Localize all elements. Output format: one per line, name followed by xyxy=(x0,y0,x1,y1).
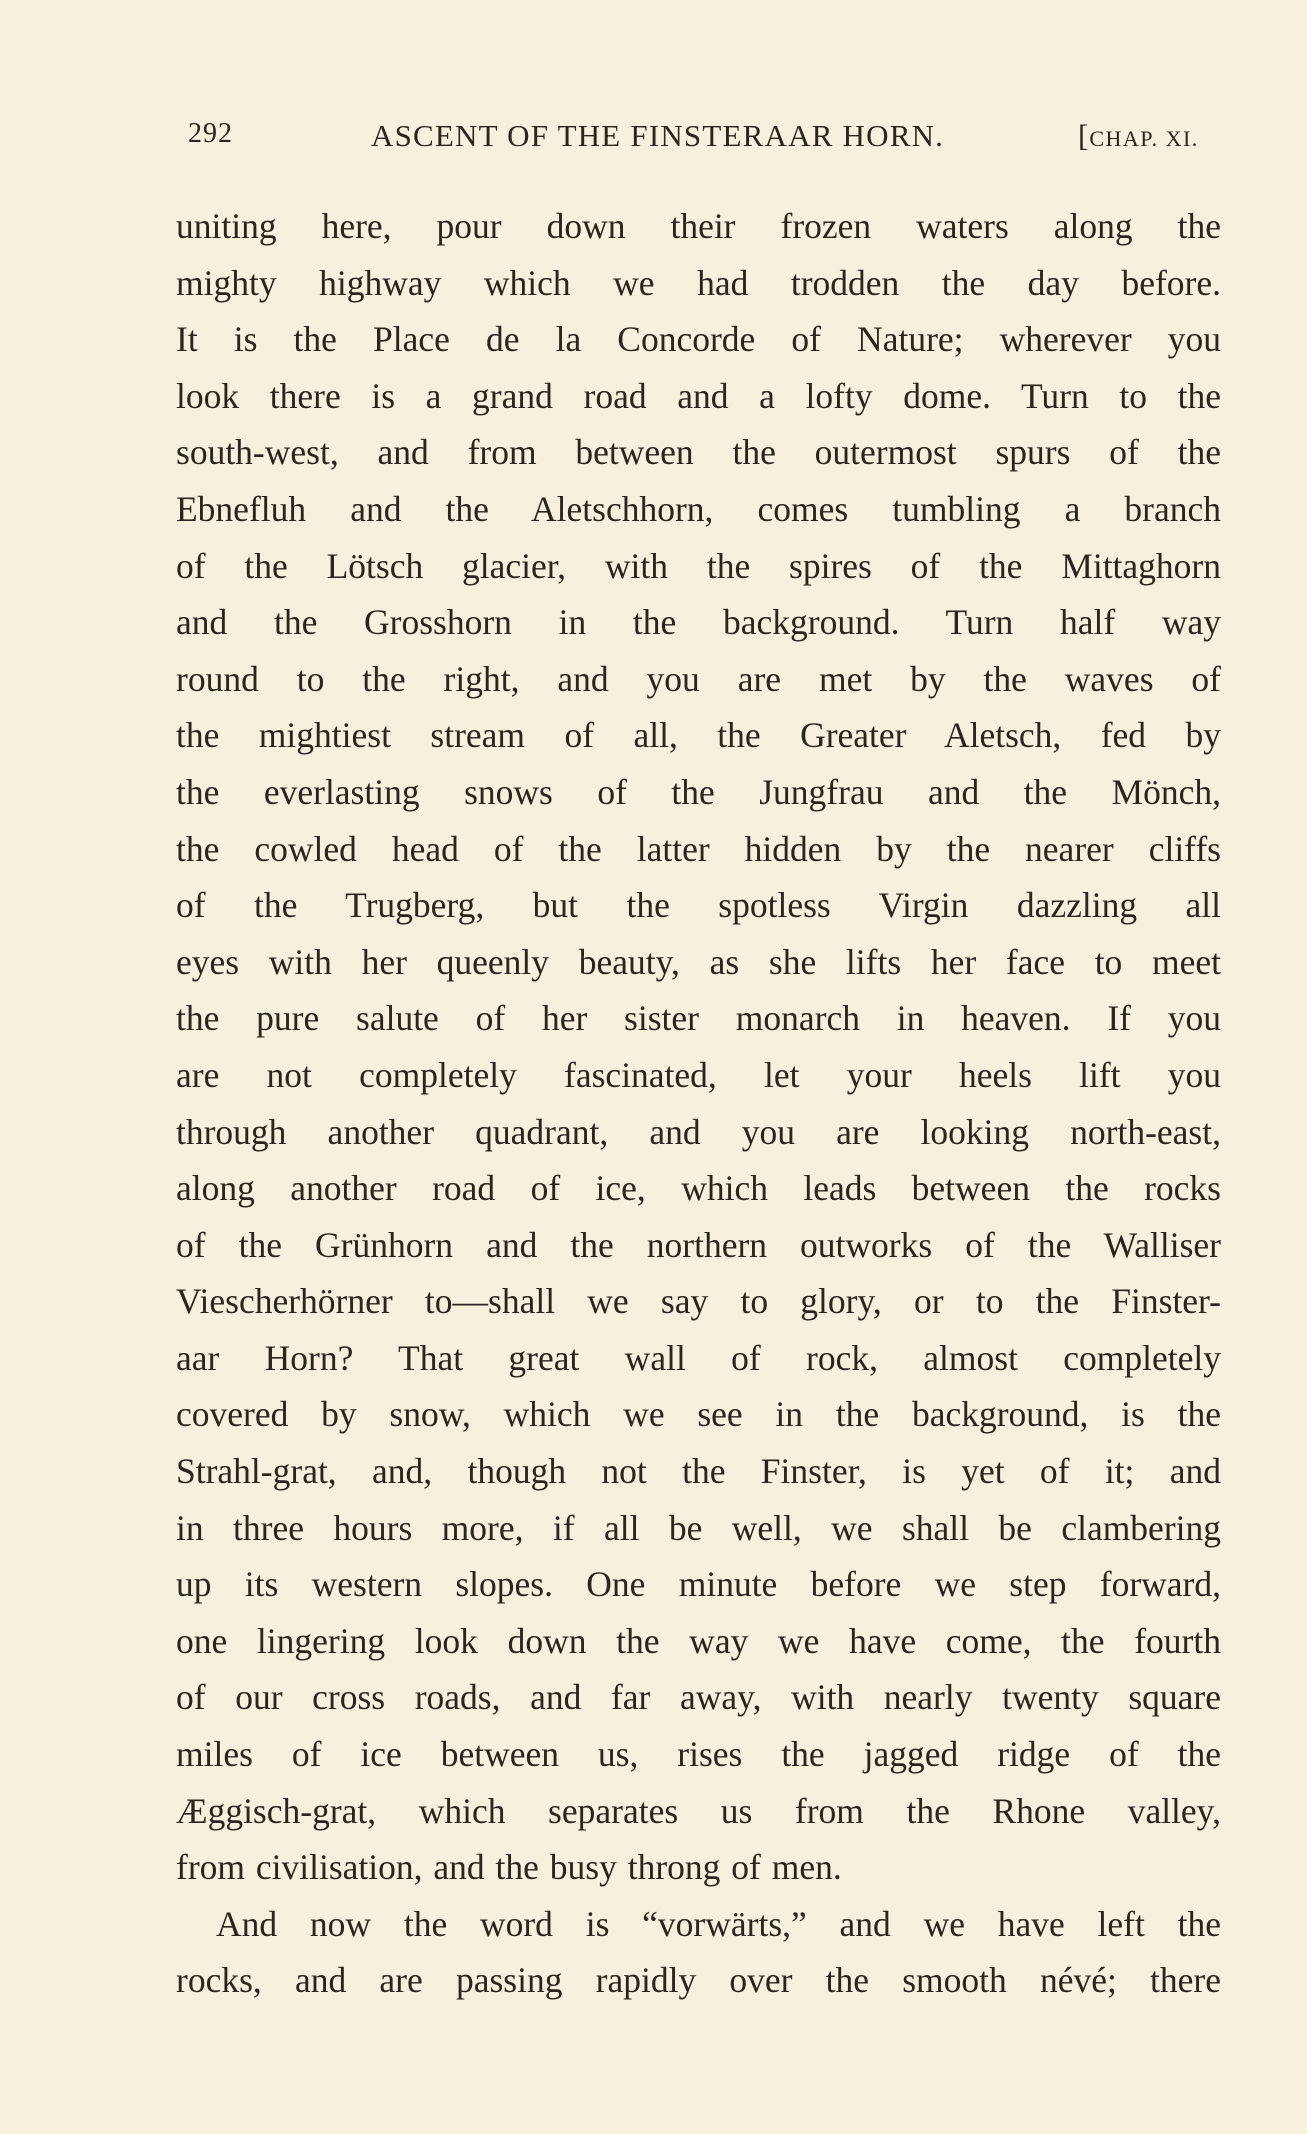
text-line: mighty highway which we had trodden the day before. xyxy=(176,262,1221,303)
text-line: in three hours more, if all be well, we shall be clambering xyxy=(176,1507,1221,1548)
chapter-reference xyxy=(1078,118,1199,154)
text-line: through another quadrant, and you are looking north-east, xyxy=(176,1111,1221,1152)
text-line: Viescherhörner to—shall we say to glory, or to the Finster- xyxy=(176,1281,1221,1322)
text-line: south-west, and from between the outermost spurs of the xyxy=(176,432,1221,473)
text-line: round to the right, and you are met by the waves of xyxy=(176,658,1221,699)
text-line: and the Grosshorn in the background. Turn half way xyxy=(176,602,1221,643)
text-line: rocks, and are passing rapidly over the smooth névé; there xyxy=(176,1960,1221,2001)
body-text xyxy=(176,198,1221,2009)
text-line: the mightiest stream of all, the Greater Aletsch, fed by xyxy=(176,715,1221,756)
text-line: miles of ice between us, rises the jagged ridge of the xyxy=(176,1734,1221,1775)
chapter-label: CHAP. XI. xyxy=(1089,126,1199,151)
text-line: of our cross roads, and far away, with nearly twenty square xyxy=(176,1677,1221,1718)
text-line: aar Horn? That great wall of rock, almost completely xyxy=(176,1337,1221,1378)
text-line: of the Lötsch glacier, with the spires of the Mittaghorn xyxy=(176,545,1221,586)
chapter-bracket: [ xyxy=(1078,118,1090,153)
text-line: up its western slopes. One minute before we step forward, xyxy=(176,1564,1221,1605)
text-line: the cowled head of the latter hidden by the nearer cliffs xyxy=(176,828,1221,869)
text-line: uniting here, pour down their frozen waters along the xyxy=(176,206,1221,246)
text-line: along another road of ice, which leads between the rocks xyxy=(176,1168,1221,1209)
text-line: the everlasting snows of the Jungfrau and the Mönch, xyxy=(176,771,1221,812)
text-line: eyes with her queenly beauty, as she lifts her face to meet xyxy=(176,941,1221,982)
text-line: And now the word is “vorwärts,” and we have left the xyxy=(216,1903,1221,1944)
running-header xyxy=(188,112,1228,162)
text-line: are not completely fascinated, let your heels lift you xyxy=(176,1054,1221,1095)
text-line: Ebnefluh and the Aletschhorn, comes tumbling a branch xyxy=(176,488,1221,529)
text-line: the pure salute of her sister monarch in heaven. If you xyxy=(176,998,1221,1039)
page-number: 292 xyxy=(188,118,233,149)
text-line: It is the Place de la Concorde of Nature; wherever you xyxy=(176,319,1221,360)
text-line: from civilisation, and the busy throng of men. xyxy=(176,1847,842,1888)
text-line: Æggisch-grat, which separates us from the Rhone valley, xyxy=(176,1790,1221,1831)
text-line: one lingering look down the way we have come, the fourth xyxy=(176,1620,1221,1661)
text-line: of the Grünhorn and the northern outworks of the Walliser xyxy=(176,1224,1221,1265)
running-title: ASCENT OF THE FINSTERAAR HORN. xyxy=(371,118,945,153)
text-line: look there is a grand road and a lofty dome. Turn to the xyxy=(176,375,1221,416)
text-line: Strahl-grat, and, though not the Finster, is yet of it; and xyxy=(176,1451,1221,1492)
text-line: covered by snow, which we see in the background, is the xyxy=(176,1394,1221,1435)
text-line: of the Trugberg, but the spotless Virgin dazzling all xyxy=(176,885,1221,926)
